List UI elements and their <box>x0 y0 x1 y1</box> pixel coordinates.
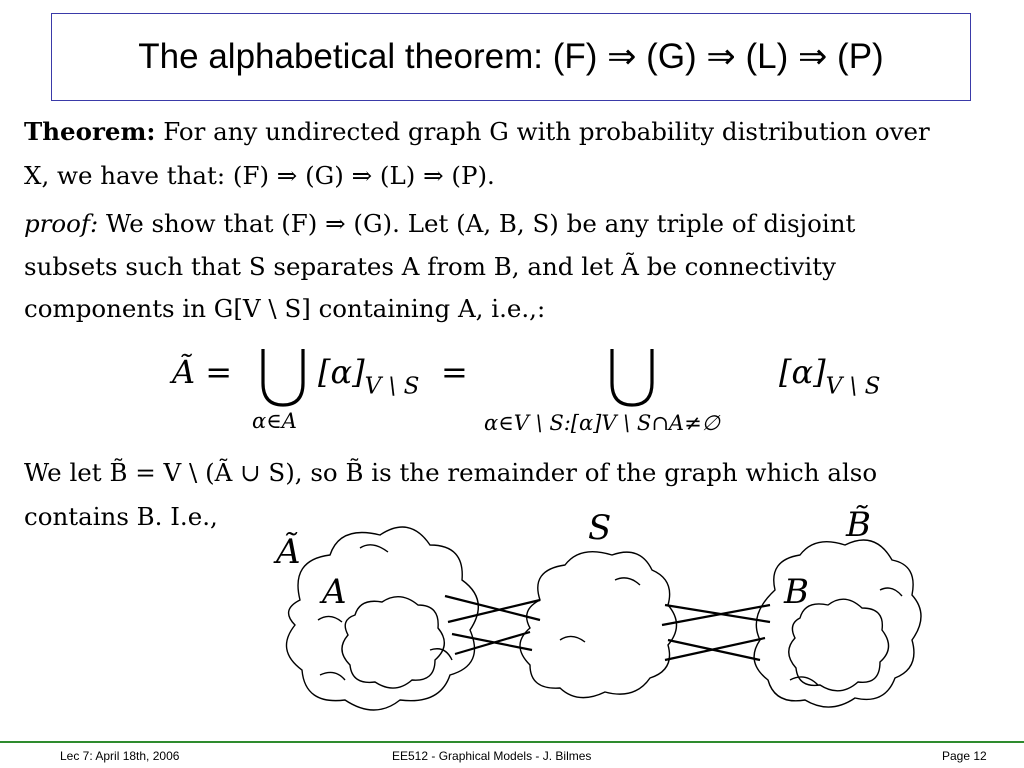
label-a-tilde: Ã <box>276 532 301 572</box>
b-tilde-cloud <box>754 540 921 707</box>
a-tilde-cloud <box>286 527 478 710</box>
footer-date: Lec 7: April 18th, 2006 <box>60 749 180 763</box>
slide-title: The alphabetical theorem: (F) ⇒ (G) ⇒ (L) ⇒ (P) <box>138 37 884 76</box>
remainder-line-1: We let B̃ = V \ (Ã ∪ S), so B̃ is the remainder of the graph which also <box>24 458 878 487</box>
a-cloud <box>342 597 444 688</box>
proof-line-3: components in G[V \ S] containing A, i.e.,: <box>24 294 546 323</box>
footer-rule <box>0 741 1024 743</box>
equation-term-2: $[\alpha]_{V \backslash S}$ <box>779 353 881 400</box>
footer-page: Page 12 <box>942 749 987 763</box>
equation-lhs: Ã = <box>172 353 233 391</box>
union-index-1: α∈A <box>252 409 297 433</box>
footer-course: EE512 - Graphical Models - J. Bilmes <box>392 749 592 763</box>
s-cloud <box>520 552 677 698</box>
equation-equals: = <box>441 353 468 391</box>
theorem-label: Theorem: <box>24 117 156 146</box>
theorem-line-2: X, we have that: (F) ⇒ (G) ⇒ (L) ⇒ (P). <box>24 161 495 190</box>
edges-s-b <box>662 605 770 660</box>
label-a: A <box>322 572 347 612</box>
theorem-text-1: For any undirected graph G with probability distribution over <box>163 117 930 146</box>
union-index-2: α∈V \ S:[α]V \ S∩A≠∅ <box>484 411 720 435</box>
equation-term-1: $[\alpha]_{V \backslash S}$ <box>318 353 420 400</box>
label-b: B <box>784 572 809 612</box>
label-b-tilde: B̃ <box>846 505 871 545</box>
proof-label: proof: <box>24 209 99 238</box>
label-s: S <box>588 508 612 548</box>
proof-line-2: subsets such that S separates A from B, and let Ã be connectivity <box>24 252 836 281</box>
remainder-line-2: contains B. I.e., <box>24 502 218 531</box>
edges-a-s <box>445 596 540 654</box>
proof-text-1: We show that (F) ⇒ (G). Let (A, B, S) be any triple of disjoint <box>106 209 856 238</box>
